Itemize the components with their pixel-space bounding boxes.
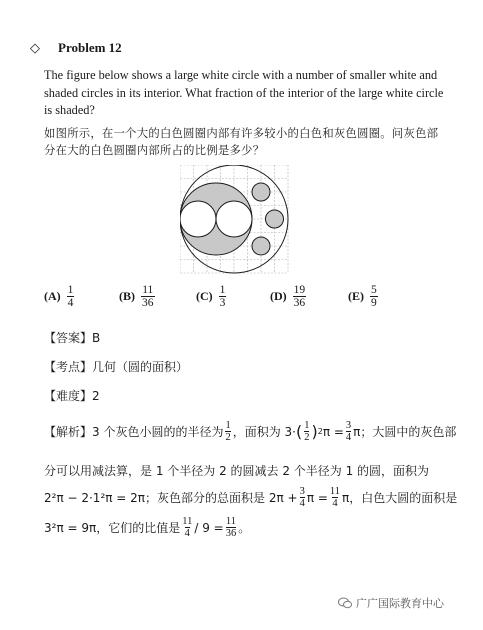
watermark	[338, 595, 444, 611]
analysis-line-4: 3²π = 9π，它们的比值是 11 4 / 9 = $\frac{11}{36}$ 。	[44, 516, 251, 539]
choice-c[interactable]	[196, 284, 226, 309]
shaded-tiny-circle-top	[252, 183, 270, 201]
difficulty-tag: 【难度】	[44, 389, 93, 403]
fraction-eleven-quarters: $\frac{11}{4}$	[329, 486, 341, 509]
answer-line	[44, 329, 100, 346]
problem-chinese-text: 如图所示，在一个大的白色圆圈内部有许多较小的白色和灰色圆圈。问灰色部分在大的白色圆圈内部所占的比例是多少？	[44, 127, 439, 157]
choice-fraction: $\frac{19}{36}$	[293, 284, 306, 309]
problem-english-text: The figure below shows a large white circle with a number of smaller white and shaded circles in its interior. What fraction of the interior of the large white circle is shaded?	[44, 68, 444, 117]
fraction-three-quarters: $\frac{3}{4}$	[345, 420, 352, 443]
problem-title: Problem 12	[58, 40, 122, 55]
choice-fraction: $\frac{11}{36}$	[142, 284, 154, 309]
choice-label: (B)	[119, 289, 135, 303]
answer-tag: 【答案】	[44, 331, 93, 345]
topic-line	[44, 358, 188, 375]
choice-label: (D)	[270, 289, 287, 303]
watermark-text: 广广国际教育中心	[356, 597, 444, 610]
shaded-tiny-circle-middle	[266, 210, 284, 228]
choice-label: (A)	[44, 289, 61, 303]
analysis-tag: 【解析】	[44, 425, 93, 439]
analysis-line-1: 【解析】 3 个灰色小圆的的半径为 1 2 ，面积为 3· ( 1 2 ) 2 π = $\frac{3}{4}$ π；大圆中的灰色部	[44, 420, 457, 443]
answer-value: B	[92, 331, 101, 345]
choice-fraction: $\frac{5}{9}$	[371, 284, 377, 309]
fraction-eleven-quarters: 11 4	[182, 516, 193, 539]
choice-fraction: $\frac{1}{4}$	[67, 284, 74, 309]
shaded-tiny-circle-bottom	[252, 237, 270, 255]
difficulty-value: 2	[92, 389, 100, 403]
wechat-logo-icon	[338, 597, 352, 609]
choice-fraction: $\frac{1}{3}$	[219, 284, 226, 309]
white-small-circle-right	[216, 201, 252, 237]
fraction-eleven-thirtysixths: $\frac{11}{36}$	[225, 516, 237, 539]
problem-heading	[30, 40, 122, 56]
choice-label: (E)	[348, 289, 364, 303]
choice-label: (C)	[196, 289, 213, 303]
choice-e[interactable]	[348, 284, 378, 309]
analysis-line-2: 分可以用减法算，是 1 个半径为 2 的圆减去 2 个半径为 1 的圆，面积为	[44, 464, 430, 478]
difficulty-line	[44, 387, 100, 404]
fraction-one-half-squared: 1 2	[304, 420, 310, 443]
topic-tag: 【考点】	[44, 360, 93, 374]
diamond-icon: ◇	[30, 40, 40, 55]
analysis-line-3: 2²π − 2·1²π = 2π；灰色部分的总面积是 2π + $\frac{3}{4}$ π = $\frac{11}{4}$ π，白色大圆的面积是	[44, 486, 458, 509]
choice-d[interactable]	[270, 284, 306, 309]
circles-figure	[180, 165, 290, 277]
fraction-one-half: 1 2	[225, 420, 231, 443]
fraction-three-quarters: $\frac{3}{4}$	[299, 486, 305, 509]
choice-b[interactable]	[119, 284, 155, 309]
white-small-circle-left	[180, 201, 216, 237]
choice-a[interactable]	[44, 284, 74, 309]
topic-value: 几何（圆的面积）	[92, 360, 189, 374]
